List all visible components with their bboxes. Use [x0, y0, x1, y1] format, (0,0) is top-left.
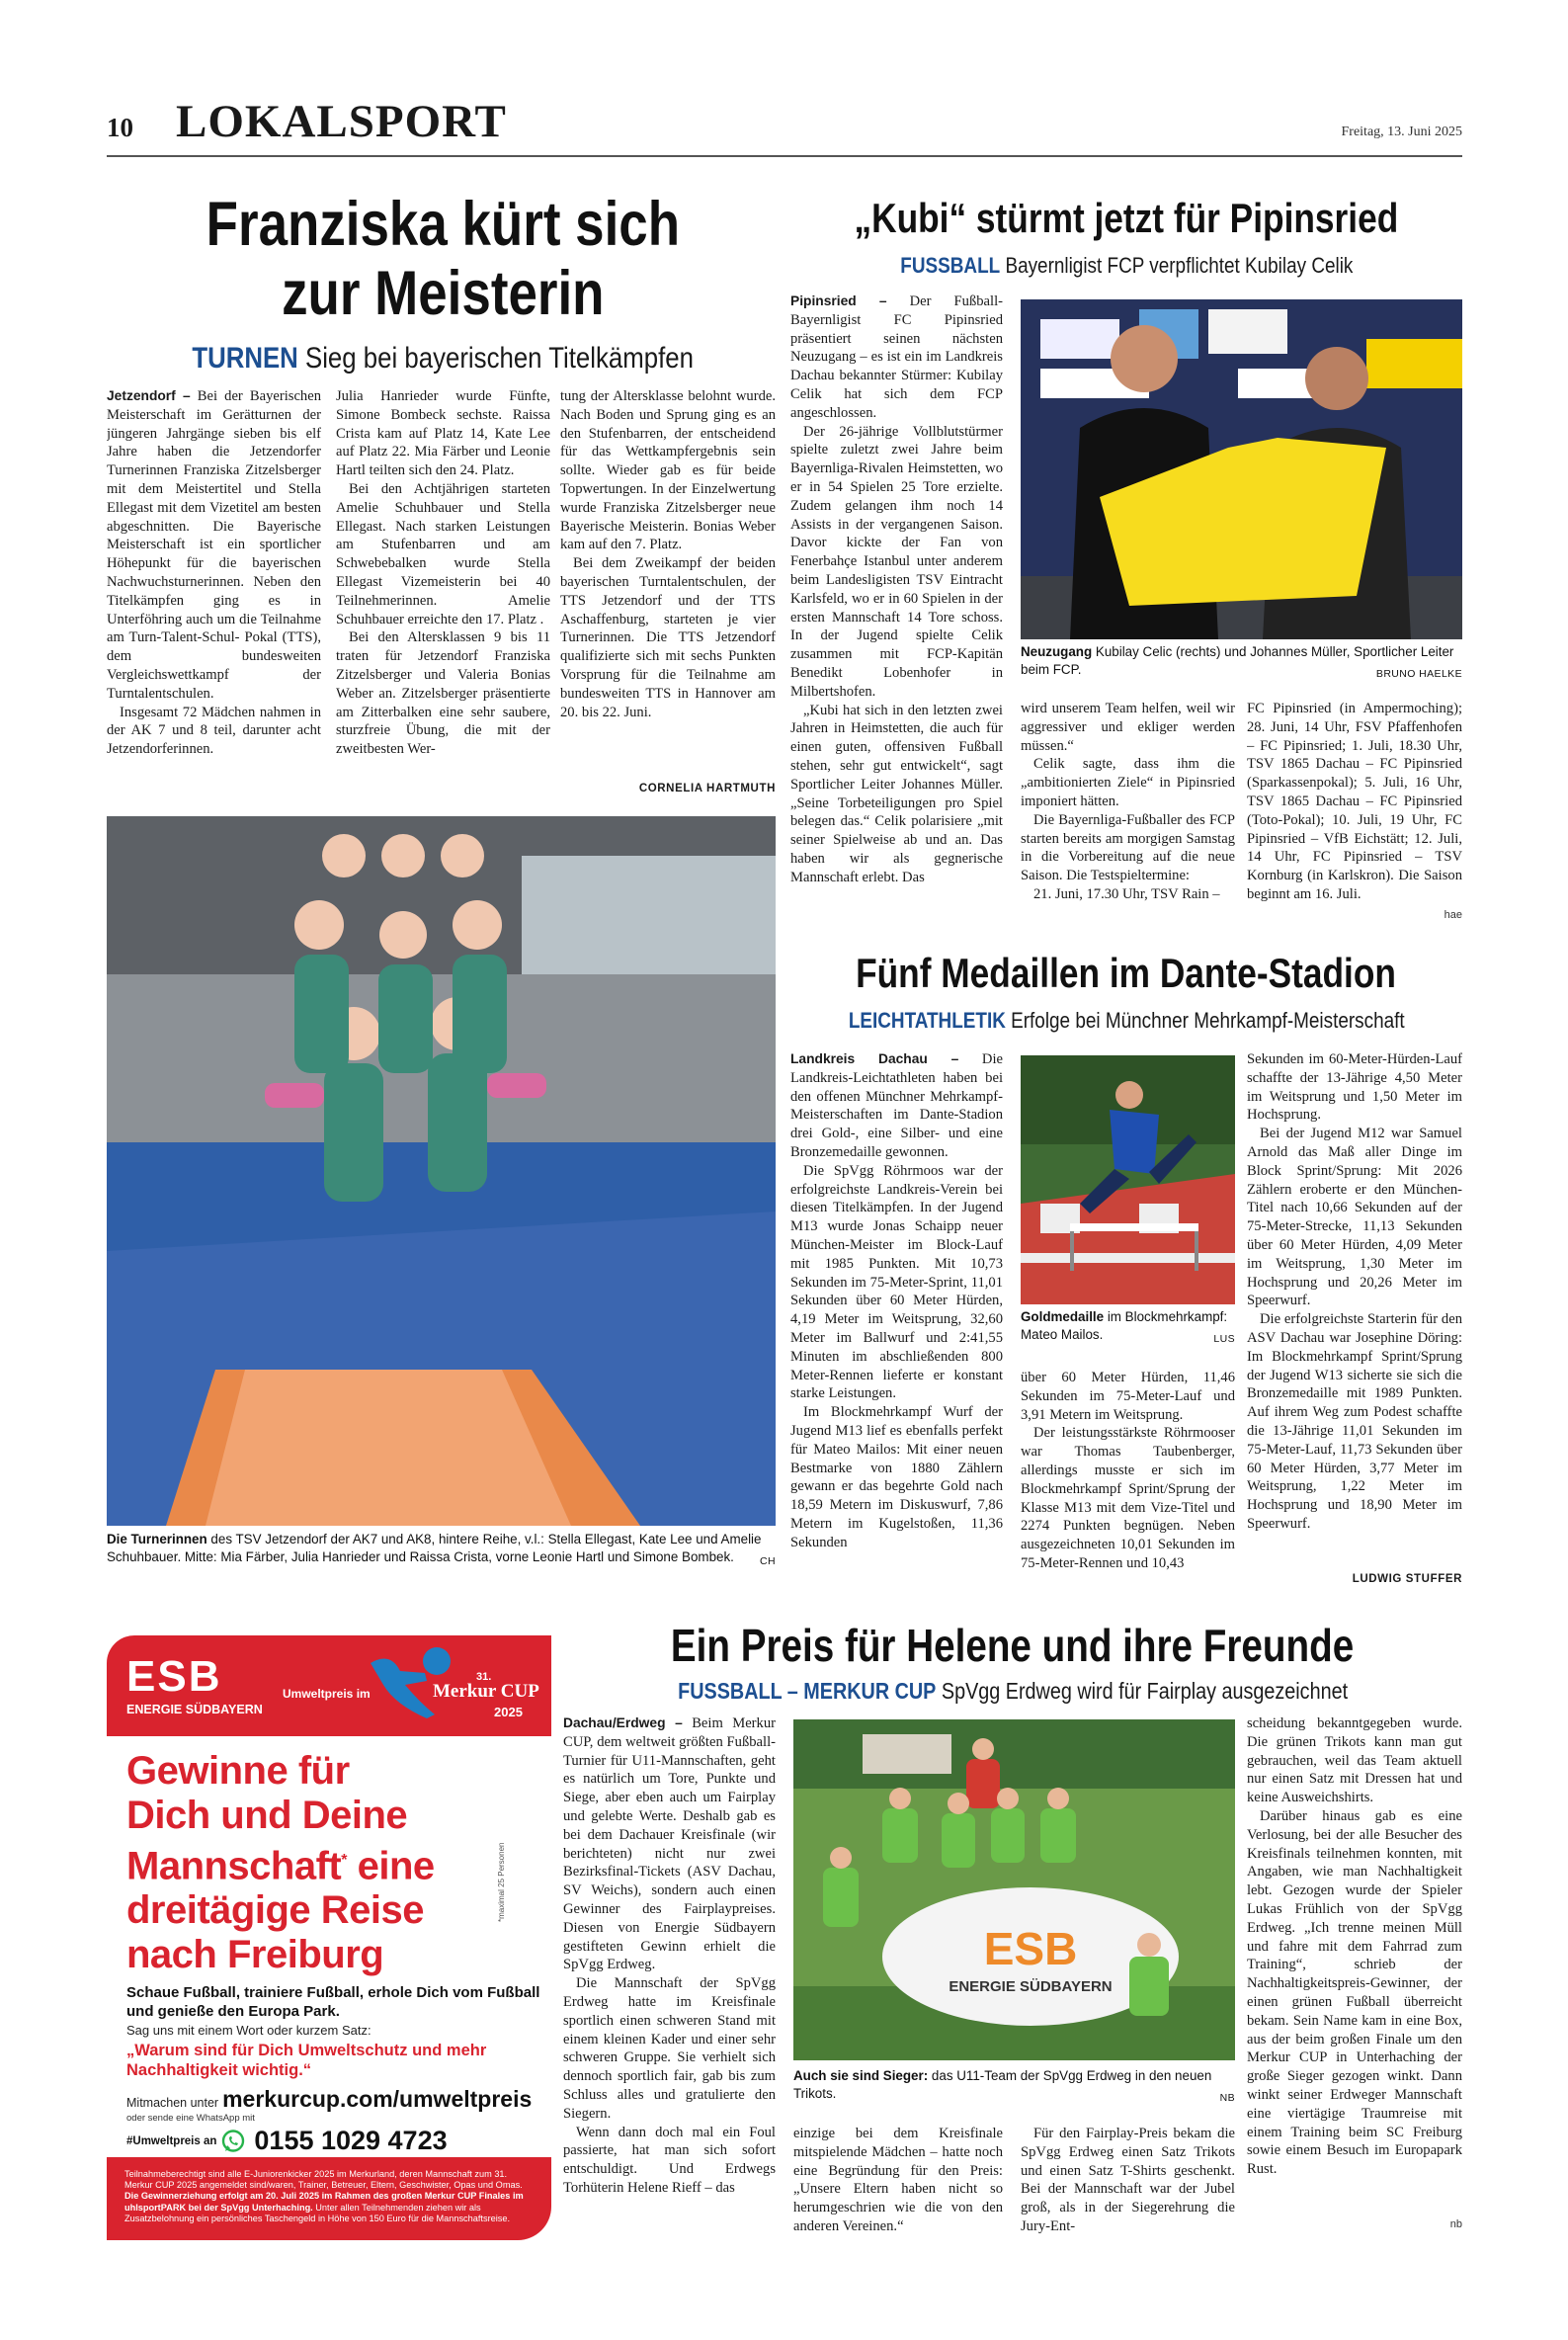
author-byline: LUDWIG STUFFER — [1352, 1573, 1462, 1585]
article-column — [1021, 700, 1235, 927]
paragraph — [790, 1050, 1003, 1162]
ad-headline-line: nach Freiburg — [126, 1933, 384, 1977]
subline-text: SpVgg Erdweg wird für Fairplay ausgezeichnet — [941, 1678, 1348, 1704]
paragraph-text: Bei der Bayerischen Meisterschaft im Gerätturnen der jüngeren Jahrgänge sieben bis elf Jahre haben die Jetzendorfer Turnerinnen Franziska Zitzelsberger mit dem Meistertitel und Stella Ellegast mit dem Vizetitel am besten abgeschnitten. Die Bayerische Meisterschaft ist ein sportlicher Höhepunkt für die bayerischen Nachwuchsturnerinnen. Neben den Titelkämpfen ging es in Unterföhring auch um die Teilnahme am Turn-Talent-Schul- Pokal (TTS), dem bundesweiten Vergleichswettkampf der Turntalentschulen. — [107, 388, 321, 702]
banner-logo-subtitle: ENERGIE SÜDBAYERN — [949, 1978, 1113, 1995]
article-column — [1021, 2125, 1235, 2238]
caption-text: des TSV Jetzendorf der AK7 und AK8, hintere Reihe, v.l.: Stella Ellegast, Kate Lee und Amelie Schuhbauer. Mitte: Mia Färber, Julia Hanrieder und Raissa Crista, vorne Leonie Hartl und Simone Bombek. — [107, 1532, 762, 1564]
phone-number[interactable]: 0155 1029 4723 — [254, 2126, 448, 2155]
ad-prompt: Sag uns mit einem Wort oder kurzem Satz: — [126, 2023, 371, 2038]
paragraph-text: Beim Merkur CUP, dem weltweit größten Fußball-Turnier für U11-Mannschaften, geht es natürlich um Tore, Punkte und Siege, aber eben auch um Fairplay und gelebte Werte. Deshalb gab es bei dem Dachauer Kreisfinale (wir berichteten) nicht nur zwei Bezirksfinal-Tickets (ASV Dachau, SV Weichs), sondern auch einen Gewinner des Fairplaypreises. Diesen von Energie Südbayern gestifteten Gewinn erhielt die SpVgg Erdweg. — [563, 1715, 776, 1973]
article-headline — [790, 194, 1462, 243]
paragraph: FC Pipinsried (in Ampermoching); 28. Juni, 14 Uhr, FSV Pfaffenhofen – FC Pipinsried; 1. Juli, 18.30 Uhr, TSV 1865 Dachau – FC Pipinsried (Sparkassenpokal); 5. Juli, 16 Uhr, TSV 1865 Dachau – FC Pipinsried (Toto-Pokal); 10. Juli, 19 Uhr, FC Pipinsried – VfB Eichstätt; 12. Juli, 14 Uhr, FC Pipinsried – TSV Kornburg (in Karlskron). Die Saison beginnt am 16. Juli. — [1247, 701, 1462, 902]
dateline: Dachau/Erdweg – — [563, 1715, 683, 1730]
paragraph: Der leistungsstärkste Röhrmooser war Thomas Taubenberger, allerdings musste er sich im Blockmehrkampf Sprint/Sprung der Klasse M13 mit dem Vize-Titel und 2274 Punkten begnügen. Neben ausgezeichneten 10,01 Sekunden im 75-Meter-Rennen und 10,43 — [1021, 1425, 1235, 1571]
paragraph-text: Der Fußball-Bayernligist FC Pipinsried präsentiert seinen nächsten Neuzugang – es ist ein im Landkreis Dachau bekannter Stürmer: Kubilay Celik hat sich dem FCP angeschlossen. — [790, 293, 1003, 421]
whatsapp-icon — [220, 2129, 246, 2154]
photo-credit: LUS — [1213, 1333, 1235, 1345]
paragraph: Julia Hanrieder wurde Fünfte, Simone Bombeck sechste. Raissa Crista kam auf Platz 14, Kate Lee auf Platz 22. Mia Färber und Leonie Hartl teilten sich den 24. Platz. — [336, 388, 550, 479]
photo-caption — [1021, 643, 1462, 683]
headline-line: Ein Preis für Helene und ihre Freunde — [671, 1620, 1355, 1671]
article-headline — [563, 1619, 1462, 1672]
article-subline — [790, 253, 1462, 279]
subline-text: Bayernligist FCP verpflichtet Kubilay Celik — [1005, 253, 1354, 278]
photo-credit: NB — [1219, 2092, 1235, 2104]
dateline: Pipinsried – — [790, 293, 887, 308]
hurdles-photo — [1021, 1055, 1235, 1304]
ad-headline — [126, 1749, 532, 1977]
paragraph: „Kubi hat sich in den letzten zwei Jahren in Heimstetten, die auch für einen guten, offensiven Fußball stehen, sehr gut entwickelt“, sagt Sportlicher Leiter Johannes Müller. „Seine Torbeteiligungen pro Spiel belegen das.“ Celik polarisiere „mit seiner Spielweise ab und an. Das haben wir als gegnerische Mannschaft erlebt. Das — [790, 702, 1003, 885]
paragraph: Die SpVgg Röhrmoos war der erfolgreichste Landkreis-Verein bei diesen Titelkämpfen. In der Jugend M13 wurde Jonas Schaipp neuer München-Meister im Block-Lauf mit 1985 Punkten. Mit 10,73 Sekunden im 75-Meter-Sprint, 11,01 Sekunden über 60 Meter Hürden, 4,19 Meter im Weitsprung, 32,60 Meter im Ballwurf und 2:41,55 Minuten im abschließenden 800 Meter-Rennen lieferte er konstant starke Leistungen. — [790, 1162, 1003, 1402]
paragraph — [790, 292, 1003, 423]
subline-text: Erfolge bei Münchner Mehrkampf-Meisterschaft — [1010, 1008, 1405, 1033]
banner-logo: ESB — [983, 1923, 1078, 1974]
cup-edition: 31. — [476, 1671, 492, 1683]
paragraph: einzige bei dem Kreisfinale mitspielende Mädchen – hatte noch eine Begründung für den Preis: „Unsere Eltern haben nicht so herumgeschrien wie die von den anderen Vereinen.“ — [793, 2126, 1003, 2234]
kicker: FUSSBALL – MERKUR CUP — [678, 1678, 937, 1704]
paragraph: über 60 Meter Hürden, 11,46 Sekunden im 75-Meter-Lauf und 3,91 Metern im Weitsprung. — [1021, 1370, 1235, 1423]
paragraph: Die Mannschaft der SpVgg Erdweg hatte im Kreisfinale sportlich einen schweren Stand mit einem kleinen Kader und einer sehr schweren Gruppe. Sie verhielt sich dennoch sportlich fair, gab bis zum Schluss alles und gratulierte den Siegern. — [563, 1975, 776, 2122]
fine-print-bold: Die Gewinnerziehung erfolgt am 20. Juli 2025 im Rahmen des großen Merkur CUP Finales im uhlsportPARK bei der SpVgg Unterhaching. — [124, 2191, 524, 2213]
paragraph: Bei den Altersklassen 9 bis 11 traten für Jetzendorf Franziska Zitzelsberger und Valeria Bonias Weber an. Zitzelsberger präsentierte am Zitterbalken eine sehr saubere, sturzfreie Übung, die mit der zweitbesten Wer- — [336, 629, 550, 758]
paragraph: Insgesamt 72 Mädchen nahmen in der AK 7 und 8 teil, darunter acht Jetzendorferinnen. — [107, 704, 321, 758]
photo-credit: CH — [760, 1555, 776, 1567]
article-column — [790, 1050, 1003, 1596]
kicker: FUSSBALL — [899, 253, 1000, 278]
ad-headline-line — [126, 1838, 532, 1888]
caption-text: Kubilay Celic (rechts) und Johannes Müller, Sportlicher Leiter beim FCP. — [1021, 644, 1454, 677]
ad-headline-line: Dich und Deine — [126, 1794, 408, 1837]
headline-line: „Kubi“ stürmt jetzt für Pipinsried — [854, 195, 1399, 241]
article-column — [790, 292, 1003, 927]
ad-headline-line: Gewinne für — [126, 1749, 350, 1793]
paragraph: wird unserem Team helfen, weil wir aggressiver und ekliger werden müssen.“ — [1021, 701, 1235, 754]
photo-credit: BRUNO HAELKE — [1375, 668, 1462, 680]
ad-fine-print — [107, 2157, 551, 2240]
dateline: Jetzendorf – — [107, 388, 191, 403]
caption-lead: Goldmedaille — [1021, 1309, 1105, 1324]
kicker: TURNEN — [192, 342, 298, 375]
paragraph: Für den Fairplay-Preis bekam die SpVgg Erdweg einen Satz Trikots und einen Satz T-Shirts geschenkt. Bei der Mannschaft war der Jubel groß, als in der Siegerehrung die Jury-Ent- — [1021, 2126, 1235, 2234]
article-column — [793, 2125, 1003, 2238]
paragraph — [563, 1714, 776, 1974]
paragraph: Bei dem Zweikampf der beiden bayerischen Turntalentschulen, der TTS Jetzendorf und der TTS Aschaffenburg, starteten je vier Turnerinnen. Die TTS Jetzendorf qualifizierte sich mit sechs Punkten Vorsprung für die Teilnahme am bundesweiten TTS in Hannover am 20. bis 22. Juni. — [560, 555, 776, 720]
article-headline — [790, 949, 1462, 998]
photo-caption — [1021, 1308, 1235, 1348]
esb-logo: ESB — [126, 1652, 222, 1701]
header-rule — [107, 155, 1462, 157]
paragraph: Die Bayernliga-Fußballer des FCP starten bereits am morgigen Samstag in die Vorbereitung auf die neue Saison. Die Testspieltermine: — [1021, 811, 1235, 884]
paragraph — [107, 387, 321, 704]
author-byline: CORNELIA HARTMUTH — [638, 783, 776, 794]
article-column — [107, 387, 321, 802]
paragraph: Celik sagte, dass ihm die „ambitionierten Ziele“ in Pipinsried imponiert hätten. — [1021, 756, 1235, 809]
esb-logo-subtitle: ENERGIE SÜDBAYERN — [126, 1703, 263, 1716]
photo-caption — [107, 1531, 776, 1570]
whatsapp-label: oder sende eine WhatsApp mit — [126, 2113, 255, 2124]
join-label: Mitmachen unter — [126, 2096, 219, 2110]
fine-print: Unter allen Teilnehmenden ziehen wir als Zusatzbelohnung ein persönliches Taschengeld in Höhe von 150 Euro für die Mannschaftsreise. — [124, 2202, 511, 2223]
merkur-cup-advertisement[interactable] — [107, 1635, 551, 2240]
ad-headline-line: dreitägige Reise — [126, 1888, 425, 1933]
caption-lead: Neuzugang — [1021, 644, 1093, 659]
headline-line: zur Meisterin — [281, 259, 605, 328]
article-subline — [790, 1008, 1462, 1034]
dateline: Landkreis Dachau – — [790, 1051, 959, 1066]
ad-banner — [107, 1635, 551, 1736]
kicker: LEICHTATHLETIK — [848, 1008, 1006, 1033]
paragraph: Die erfolgreichste Starterin für den ASV Dachau war Josephine Döring: Im Blockmehrkampf Sprint/Sprung der Jugend W13 sicherte sie sich die Bronzemedaille mit 1989 Punkten. Auf ihrem Weg zum Podest schaffte die 13-Jährige 11,01 Sekunden im 75-Meter-Lauf, 11,73 Sekunden über 60 Meter Hürden, 3,77 Meter im Weitsprung, 1,22 Meter im Hochsprung und 18,90 Meter im Speerwurf. — [1247, 1311, 1462, 1532]
section-title: LOKALSPORT — [176, 96, 507, 147]
author-tag: hae — [1444, 909, 1462, 921]
article-column — [560, 387, 776, 783]
article-subline — [107, 342, 779, 376]
caption-lead: Die Turnerinnen — [107, 1532, 207, 1546]
paragraph: Bei den Achtjährigen starteten Amelie Schuhbauer und Stella Ellegast. Nach starken Leistungen am Stufenbarren und am Schwebebalken wurde Stella Ellegast Vizemeisterin bei 40 Teilnehmerinnen. Amelie Schuhbauer erreichte den 17. Platz . — [336, 480, 550, 627]
photo-caption — [793, 2067, 1235, 2107]
article-subline — [563, 1678, 1462, 1705]
cup-name: Merkur CUP — [433, 1681, 539, 1702]
ad-footnote: *maximal 25 Personen — [497, 1842, 506, 1922]
paragraph: Bei der Jugend M12 war Samuel Arnold das Maß aller Dinge im Block Sprint/Sprung: Mit 2026 Zählern eroberte er den München-Titel nach 10,66 Sekunden auf der 75-Meter-Strecke, 11,13 Sekunden über 60 Meter Hürden, 4,09 Meter im Weitsprung, 1,30 Meter im Hochsprung und 20,26 Meter im Speerwurf. — [1247, 1126, 1462, 1309]
paragraph-text: Die Landkreis-Leichtathleten haben bei den offenen Münchner Mehrkampf-Meisterschaften im Dante-Stadion drei Gold-, eine Silber- und eine Bronzemedaille gewonnen. — [790, 1051, 1003, 1160]
gymnasts-photo — [107, 816, 776, 1526]
author-tag: nb — [1449, 2218, 1462, 2230]
paragraph: tung der Altersklasse belohnt wurde. Nach Boden und Sprung ging es an den Stufenbarren, der entscheidend für das Wettkampfergebnis sein sollte. Wieder gab es für beide Topwertungen. In der Einzelwertung wurde Franziska Zitzelsberger neue Bayerische Meisterin. Bonias Weber kam auf den 7. Platz. — [560, 388, 776, 553]
ad-join — [126, 2086, 532, 2113]
caption-lead: Auch sie sind Sieger: — [793, 2068, 929, 2083]
caption-text: im Blockmehrkampf: Mateo Mailos. — [1021, 1309, 1228, 1342]
transfer-photo — [1021, 299, 1462, 639]
paragraph: Wenn dann doch mal ein Foul passierte, hat man sich sofort entschuldigt. Und Erdwegs Torhüterin Helene Rieff – das — [563, 2124, 776, 2196]
paragraph: Der 26-jährige Vollblutstürmer spielte zuletzt zwei Jahre beim Bayernliga-Rivalen Heimstetten, wo er in 54 Spielen 25 Tore erzielte. Zudem gelangen ihm noch 14 Assists in der vergangenen Saison. Davor kickte der Fan von Fenerbahçe Istanbul unter anderem beim Landesligisten TSV Eintracht Karlsfeld, wo er in 60 Spielen in der ersten Mannschaft 14 Tore schoss. In der Jugend spielte Celik zusammen mit FCP-Kapitän Benedikt Lobenhofer in Milbertshofen. — [790, 423, 1003, 700]
paragraph: scheidung bekanntgegeben wurde. Die grünen Trikots kann man gut gebrauchen, weil das Team aktuell nur einen Satz mit Dressen hat und keine Ausweichshirts. — [1247, 1715, 1462, 1806]
article-column — [1247, 1714, 1462, 2238]
ad-teaser: Schaue Fußball, trainiere Fußball, erhole Dich vom Fußball und genieße den Europa Park. — [126, 1984, 540, 2020]
ad-headline-word: eine — [357, 1844, 435, 1888]
paragraph: 21. Juni, 17.30 Uhr, TSV Rain – — [1033, 885, 1220, 902]
article-column — [1247, 1050, 1462, 1574]
ad-headline-word: Mannschaft — [126, 1844, 342, 1888]
article-column — [1021, 1369, 1235, 1596]
asterisk: * — [341, 1852, 347, 1869]
paragraph: Sekunden im 60-Meter-Hürden-Lauf schaffte der 13-Jährige 4,50 Meter im Weitsprung und 1,50 Meter im Hochsprung. — [1247, 1051, 1462, 1124]
headline-line: Franziska kürt sich — [206, 190, 680, 259]
team-photo — [793, 1719, 1235, 2060]
fine-print: Teilnahmeberechtigt sind alle E-Juniorenkicker 2025 im Merkurland, deren Mannschaft zum 31. Merkur CUP 2025 angemeldet sind/waren, Trainer, Betreuer, Eltern, Geschwister, Opas und Omas. — [124, 2169, 523, 2191]
ad-question: „Warum sind für Dich Umweltschutz und mehr Nachhaltigkeit wichtig.“ — [126, 2042, 487, 2079]
article-column — [1247, 700, 1462, 927]
article-column — [336, 387, 550, 802]
paragraph: Im Blockmehrkampf Wurf der Jugend M13 lief es ebenfalls perfekt für Mateo Mailos: Mit einer neuen Bestmarke von 1880 Zählern gewann er das begehrte Gold nach 18,59 Metern im Diskuswurf, 7,86 Metern im Kugelstoßen, 11,36 Sekunden — [790, 1404, 1003, 1550]
article-headline — [107, 190, 779, 328]
whatsapp-row — [126, 2126, 448, 2156]
article-column — [563, 1714, 776, 2236]
hashtag: #Umweltpreis an — [126, 2134, 217, 2147]
page-number: 10 — [107, 113, 133, 142]
paragraph: Darüber hinaus gab es eine Verlosung, bei der alle Besucher des Kreisfinals teilnehmen konnten, mit Angaben, wie man Nachhaltigkeit lebt. Gezogen wurde der Spieler Lukas Frühlich von der SpVgg Erdweg. „Ich trenne meinen Müll und fahre mit dem Fahrrad zum Training“, schrieb der Nachhaltigkeitspreis-Gewinner, der einen grünen Fußball überreicht bekam. Sein Name kam in eine Box, aus der beim großen Finale um den Merkur CUP in Unterhaching der große Sieger gezogen winkt. Dann winkt seiner Erdweger Mannschaft eine viertägige Traumreise mit einem Training beim SC Freiburg sowie einem Besuch im Europapark Rust. — [1247, 1807, 1462, 2178]
subline-text: Sieg bei bayerischen Titelkämpfen — [304, 342, 694, 375]
caption-text: das U11-Team der SpVgg Erdweg in den neuen Trikots. — [793, 2068, 1212, 2101]
cup-year: 2025 — [494, 1705, 523, 1719]
prize-label: Umweltpreis im — [283, 1687, 371, 1701]
issue-date: Freitag, 13. Juni 2025 — [1341, 125, 1462, 139]
headline-line: Fünf Medaillen im Dante-Stadion — [856, 950, 1397, 996]
ad-url-link[interactable]: merkurcup.com/umweltpreis — [222, 2086, 533, 2112]
